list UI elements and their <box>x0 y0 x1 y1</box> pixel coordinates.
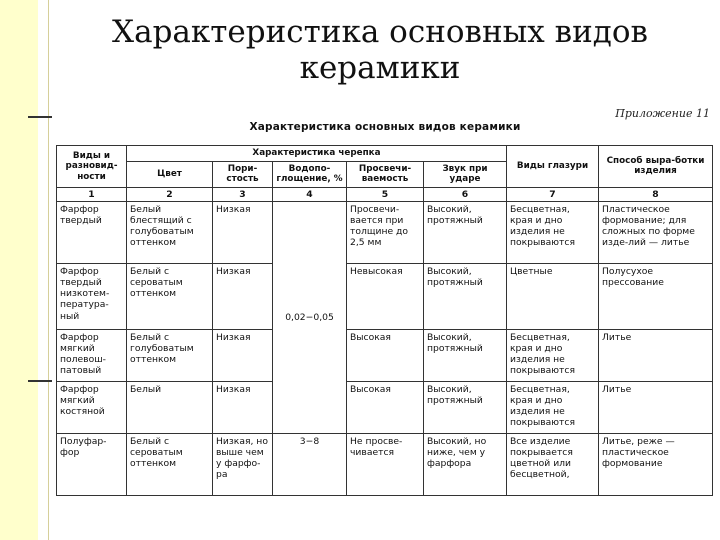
cell-processing: Литье <box>599 381 713 433</box>
cell-kind: Фарфор твердый <box>57 201 127 263</box>
col-number: 8 <box>599 187 713 201</box>
cell-translucency: Высокая <box>347 381 424 433</box>
cell-processing: Литье, реже — пластическое формование <box>599 433 713 495</box>
col-number: 4 <box>273 187 347 201</box>
cell-color: Белый с сероватым оттенком <box>127 433 213 495</box>
slide-title: Характеристика основных видов керамики <box>112 14 648 86</box>
cell-processing: Литье <box>599 329 713 381</box>
cell-color: Белый с голубоватым оттенком <box>127 329 213 381</box>
cell-porosity: Низкая <box>213 263 273 329</box>
scanned-table-page <box>52 103 718 540</box>
cell-porosity: Низкая, но выше чем у фарфо-ра <box>213 433 273 495</box>
table-row <box>57 201 713 263</box>
cell-processing: Пластическое формование; для сложных по форме изде-лий — литье <box>599 201 713 263</box>
cell-processing: Полусухое прессование <box>599 263 713 329</box>
col-number: 7 <box>507 187 599 201</box>
table-row <box>57 263 713 329</box>
col-number: 6 <box>424 187 507 201</box>
header-absorption: Водопо-глощение, % <box>273 161 347 187</box>
table-row <box>57 329 713 381</box>
cell-sound: Высокий, протяжный <box>424 201 507 263</box>
slide-side-line <box>48 0 49 540</box>
cell-glaze: Бесцветная, края и дно изделия не покрываются <box>507 201 599 263</box>
cell-translucency: Невысокая <box>347 263 424 329</box>
cell-absorption-merged: 0,02−0,05 <box>273 201 347 433</box>
cell-sound: Высокий, но ниже, чем у фарфора <box>424 433 507 495</box>
cell-translucency: Не просве-чивается <box>347 433 424 495</box>
cell-sound: Высокий, протяжный <box>424 263 507 329</box>
cell-kind: Фарфор мягкий полевош-патовый <box>57 329 127 381</box>
cell-color: Белый блестящий с голубоватым оттенком <box>127 201 213 263</box>
cell-porosity: Низкая <box>213 381 273 433</box>
cell-translucency: Высокая <box>347 329 424 381</box>
slide-side-strip <box>0 0 38 540</box>
header-row-1 <box>57 146 713 162</box>
decor-rule-bottom <box>28 380 52 382</box>
col-number: 1 <box>57 187 127 201</box>
header-translucency: Просвечи-ваемость <box>347 161 424 187</box>
cell-porosity: Низкая <box>213 329 273 381</box>
cell-sound: Высокий, протяжный <box>424 329 507 381</box>
ceramics-table <box>56 145 713 496</box>
cell-sound: Высокий, протяжный <box>424 381 507 433</box>
cell-kind: Фарфор твердый низкотем-пература-ный <box>57 263 127 329</box>
cell-porosity: Низкая <box>213 201 273 263</box>
header-processing: Способ выра-ботки изделия <box>599 146 713 188</box>
cell-glaze: Бесцветная, края и дно изделия не покрываются <box>507 381 599 433</box>
cell-kind: Фарфор мягкий костяной <box>57 381 127 433</box>
column-number-row <box>57 187 713 201</box>
col-number: 3 <box>213 187 273 201</box>
cell-glaze: Все изделие покрывается цветной или бесцветной, <box>507 433 599 495</box>
cell-color: Белый с сероватым оттенком <box>127 263 213 329</box>
header-color: Цвет <box>127 161 213 187</box>
col-number: 5 <box>347 187 424 201</box>
appendix-label: Приложение 11 <box>615 107 710 120</box>
header-sound: Звук при ударе <box>424 161 507 187</box>
cell-kind: Полуфар-фор <box>57 433 127 495</box>
cell-absorption: 3−8 <box>273 433 347 495</box>
col-number: 2 <box>127 187 213 201</box>
header-shard-group: Характеристика черепка <box>127 146 507 162</box>
header-porosity: Пори-стость <box>213 161 273 187</box>
header-kinds: Виды и разновид-ности <box>57 146 127 188</box>
cell-color: Белый <box>127 381 213 433</box>
cell-glaze: Цветные <box>507 263 599 329</box>
table-caption: Характеристика основных видов керамики <box>249 121 521 133</box>
table-row <box>57 381 713 433</box>
cell-translucency: Просвечи-вается при толщине до 2,5 мм <box>347 201 424 263</box>
table-row <box>57 433 713 495</box>
cell-glaze: Бесцветная, края и дно изделия не покрываются <box>507 329 599 381</box>
header-glaze: Виды глазури <box>507 146 599 188</box>
decor-rule-top <box>28 116 52 118</box>
